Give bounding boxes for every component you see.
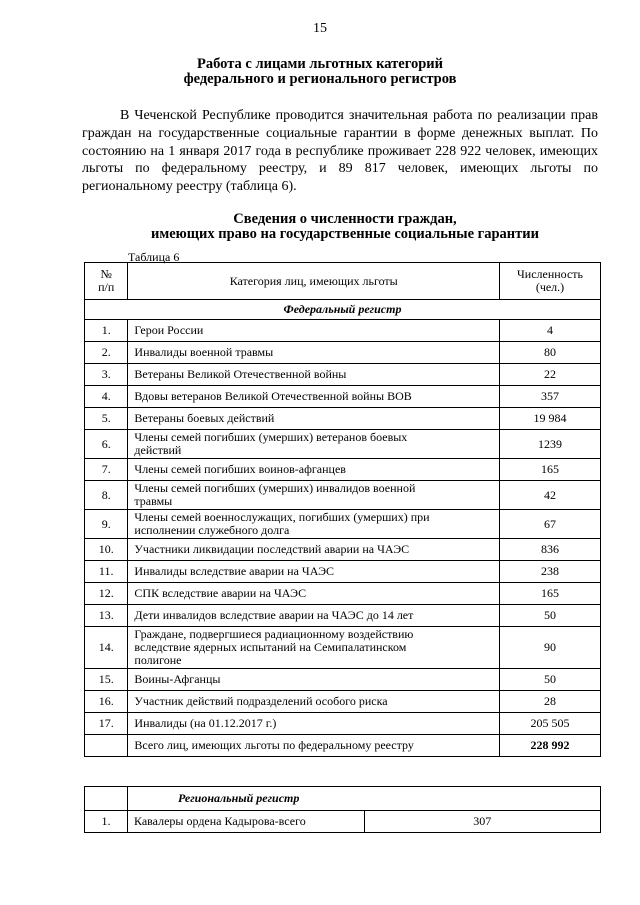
table-row	[85, 583, 601, 605]
row-num: 8.	[85, 481, 128, 510]
row-category	[128, 320, 500, 342]
row-category-line: Члены семей военнослужащих, погибших (умерших) при	[134, 510, 430, 524]
row-count: 80	[500, 342, 601, 364]
row-count: 4	[500, 320, 601, 342]
row-count: 357	[500, 386, 601, 408]
row-num: 15.	[85, 669, 128, 691]
row-category-line: травмы	[134, 494, 173, 508]
row-count: 205 505	[500, 713, 601, 735]
benefits-table-body	[85, 263, 601, 757]
regional-section-label: Региональный регистр	[128, 787, 601, 811]
row-count: 307	[364, 811, 601, 833]
table-row	[85, 605, 601, 627]
row-count: 165	[500, 459, 601, 481]
row-category	[128, 408, 500, 430]
total-row	[85, 735, 601, 757]
row-category-line: полигоне	[134, 653, 182, 667]
row-category	[128, 459, 500, 481]
row-category	[128, 386, 500, 408]
row-category-line: Герои России	[134, 323, 204, 337]
table-row	[85, 811, 601, 833]
empty-cell	[85, 787, 128, 811]
header-category: Категория лиц, имеющих льготы	[128, 263, 500, 300]
row-num: 9.	[85, 510, 128, 539]
table-row	[85, 364, 601, 386]
row-category	[128, 510, 500, 539]
row-count: 836	[500, 539, 601, 561]
row-num: 4.	[85, 386, 128, 408]
row-num: 11.	[85, 561, 128, 583]
row-category-line: Инвалиды вследствие аварии на ЧАЭС	[134, 564, 335, 578]
table-row	[85, 481, 601, 510]
row-num: 13.	[85, 605, 128, 627]
table-row	[85, 561, 601, 583]
row-category	[128, 583, 500, 605]
table-row	[85, 539, 601, 561]
row-count: 1239	[500, 430, 601, 459]
header-count-line: Численность	[516, 267, 584, 281]
row-category-line: вследствие ядерных испытаний на Семипалатинском	[134, 640, 407, 654]
row-category-line: Граждане, подвергшиеся радиационному воздействию	[134, 627, 414, 641]
row-category	[128, 691, 500, 713]
section-heading	[0, 57, 640, 87]
table-row	[85, 669, 601, 691]
table-row	[85, 627, 601, 669]
table-row	[85, 386, 601, 408]
row-num: 7.	[85, 459, 128, 481]
header-num	[85, 263, 128, 300]
header-count-line: (чел.)	[535, 280, 565, 294]
row-category-line: Члены семей погибших (умерших) инвалидов военной	[134, 481, 416, 495]
row-category	[128, 364, 500, 386]
row-count: 19 984	[500, 408, 601, 430]
row-category	[128, 669, 500, 691]
row-category	[128, 481, 500, 510]
row-category	[128, 430, 500, 459]
header-num-line: №	[100, 267, 112, 281]
table-title-line: Сведения о численности граждан,	[233, 211, 457, 227]
table-row	[85, 510, 601, 539]
row-num: 10.	[85, 539, 128, 561]
row-category-line: Воины-Афганцы	[134, 672, 221, 686]
row-count: 90	[500, 627, 601, 669]
total-count: 228 992	[500, 735, 601, 757]
empty-cell	[85, 735, 128, 757]
table-title-line: имеющих право на государственные социальные гарантии	[151, 226, 539, 242]
row-count: 165	[500, 583, 601, 605]
row-category-line: Члены семей погибших (умерших) ветеранов боевых	[134, 430, 408, 444]
table-row	[85, 691, 601, 713]
row-category: Кавалеры ордена Кадырова-всего	[128, 811, 365, 833]
federal-section-label: Федеральный регистр	[85, 300, 601, 320]
row-count: 22	[500, 364, 601, 386]
row-category-line: действий	[134, 443, 182, 457]
row-category-line: Участники ликвидации последствий аварии на ЧАЭС	[134, 542, 410, 556]
row-category-line: исполнении служебного долга	[134, 523, 290, 537]
heading-line: федерального и регионального регистров	[183, 71, 457, 87]
total-label: Всего лиц, имеющих льготы по федеральному реестру	[128, 735, 500, 757]
row-count: 50	[500, 669, 601, 691]
table-row	[85, 408, 601, 430]
row-category	[128, 561, 500, 583]
row-category-line: Ветераны Великой Отечественной войны	[134, 367, 347, 381]
table-label: Таблица 6	[128, 250, 180, 264]
row-category	[128, 342, 500, 364]
table-header-row	[85, 263, 601, 300]
table-row	[85, 320, 601, 342]
row-category-line: Участник действий подразделений особого риска	[134, 694, 388, 708]
header-count	[500, 263, 601, 300]
row-count: 28	[500, 691, 601, 713]
header-num-line: п/п	[98, 280, 115, 294]
row-category	[128, 713, 500, 735]
row-num: 5.	[85, 408, 128, 430]
section-row	[85, 300, 601, 320]
row-category-line: Члены семей погибших воинов-афганцев	[134, 462, 346, 476]
table-row	[85, 430, 601, 459]
row-category-line: Ветераны боевых действий	[134, 411, 275, 425]
row-category-line: СПК вследствие аварии на ЧАЭС	[134, 586, 307, 600]
row-num: 1.	[85, 811, 128, 833]
row-num: 2.	[85, 342, 128, 364]
row-count: 238	[500, 561, 601, 583]
row-count: 42	[500, 481, 601, 510]
row-num: 1.	[85, 320, 128, 342]
row-category-line: Инвалиды (на 01.12.2017 г.)	[134, 716, 277, 730]
table-row	[85, 459, 601, 481]
row-category	[128, 539, 500, 561]
section-row	[85, 787, 601, 811]
row-category-line: Дети инвалидов вследствие аварии на ЧАЭС до 14 лет	[134, 608, 414, 622]
row-category-line: Инвалиды военной травмы	[134, 345, 274, 359]
row-num: 12.	[85, 583, 128, 605]
table-row	[85, 713, 601, 735]
row-num: 14.	[85, 627, 128, 669]
row-num: 17.	[85, 713, 128, 735]
regional-table-body	[85, 787, 601, 833]
regional-table	[84, 786, 601, 833]
row-category	[128, 627, 500, 669]
row-count: 67	[500, 510, 601, 539]
table-title	[0, 212, 640, 242]
row-category	[128, 605, 500, 627]
row-category-line: Вдовы ветеранов Великой Отечественной войны ВОВ	[134, 389, 412, 403]
row-num: 6.	[85, 430, 128, 459]
heading-line: Работа с лицами льготных категорий	[197, 56, 443, 72]
page-number: 15	[313, 21, 327, 36]
benefits-table	[84, 262, 601, 757]
table-row	[85, 342, 601, 364]
row-num: 16.	[85, 691, 128, 713]
row-count: 50	[500, 605, 601, 627]
row-num: 3.	[85, 364, 128, 386]
intro-paragraph: В Чеченской Республике проводится значительная работа по реализации прав граждан на государственные социальные гарантии в форме денежных выплат. По состоянию на 1 января 2017 года в республике проживает 228 922 человек, имеющих льготы по федеральному реестру, и 89 817 человек, имеющих льготы по региональному реестру (таблица 6).	[82, 108, 598, 195]
